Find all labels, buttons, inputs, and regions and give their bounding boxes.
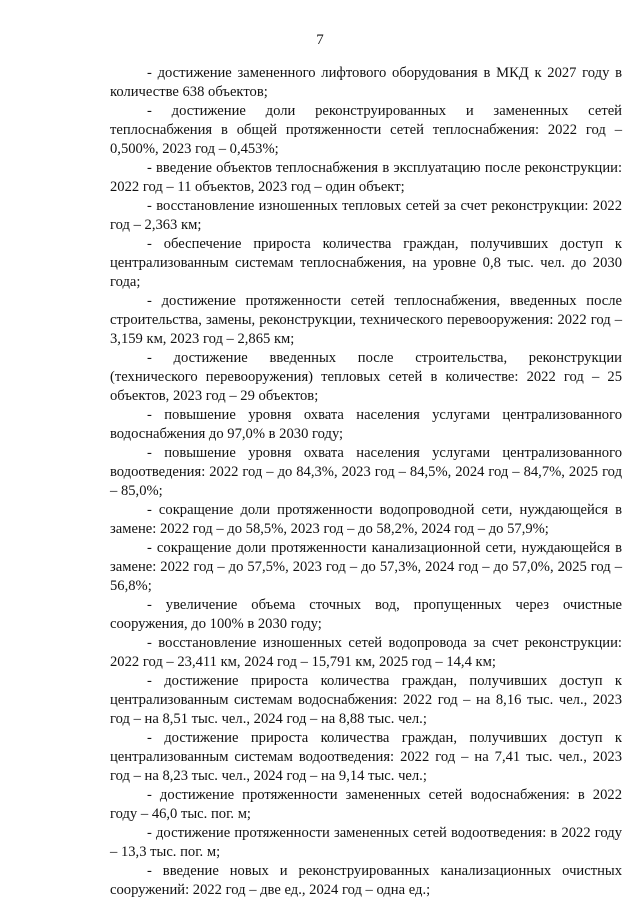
list-item: - повышение уровня охвата населения услугами централизованного водоснабжения до 97,0% в 2030 году;	[110, 407, 622, 442]
list-item: - достижение введенных после строительства, реконструкции (технического перевооружения) тепловых сетей в количестве: 2022 год – 25 объектов, 2023 год – 29 объектов;	[110, 350, 622, 404]
list-item: - введение объектов теплоснабжения в эксплуатацию после реконструкции: 2022 год – 11 объектов, 2023 год – один объект;	[110, 160, 622, 195]
list-item: - достижение замененного лифтового оборудования в МКД к 2027 году в количестве 638 объектов;	[110, 65, 622, 100]
list-item: - увеличение объема сточных вод, пропущенных через очистные сооружения, до 100% в 2030 году;	[110, 597, 622, 632]
document-body	[110, 64, 622, 900]
list-item: - обеспечение прироста количества граждан, получивших доступ к централизованным системам теплоснабжения, на уровне 0,8 тыс. чел. до 2030 года;	[110, 236, 622, 290]
list-item: - сокращение доли протяженности канализационной сети, нуждающейся в замене: 2022 год – до 57,5%, 2023 год – до 57,3%, 2024 год – до 57,0%, 2025 год – 56,8%;	[110, 540, 622, 594]
list-item: - введение новых и реконструированных канализационных очистных сооружений: 2022 год – две ед., 2024 год – одна ед.;	[110, 863, 622, 898]
list-item: - восстановление изношенных тепловых сетей за счет реконструкции: 2022 год – 2,363 км;	[110, 198, 622, 233]
list-item: - достижение протяженности замененных сетей водоснабжения: в 2022 году – 46,0 тыс. пог. м;	[110, 787, 622, 822]
list-item: - достижение прироста количества граждан, получивших доступ к централизованным системам водоснабжения: 2022 год – на 8,16 тыс. чел., 2023 год – на 8,51 тыс. чел., 2024 год – на 8,88 тыс. чел.;	[110, 673, 622, 727]
list-item: - сокращение доли протяженности водопроводной сети, нуждающейся в замене: 2022 год – до 58,5%, 2023 год – до 58,2%, 2024 год – до 57,9%;	[110, 502, 622, 537]
list-item: - повышение уровня охвата населения услугами централизованного водоотведения: 2022 год – до 84,3%, 2023 год – 84,5%, 2024 год – 84,7%, 2025 год – 85,0%;	[110, 445, 622, 499]
list-item: - восстановление изношенных сетей водопровода за счет реконструкции: 2022 год – 23,411 км, 2024 год – 15,791 км, 2025 год – 14,4 км;	[110, 635, 622, 670]
list-item: - достижение протяженности замененных сетей водоотведения: в 2022 году – 13,3 тыс. пог. м;	[110, 825, 622, 860]
page-number: 7	[316, 32, 324, 48]
list-item: - достижение доли реконструированных и замененных сетей теплоснабжения в общей протяженности сетей теплоснабжения: 2022 год – 0,500%, 2023 год – 0,453%;	[110, 103, 622, 157]
list-item: - достижение прироста количества граждан, получивших доступ к централизованным системам водоотведения: 2022 год – на 7,41 тыс. чел., 2023 год – на 8,23 тыс. чел., 2024 год – на 9,14 тыс. чел.;	[110, 730, 622, 784]
list-item: - достижение протяженности сетей теплоснабжения, введенных после строительства, замены, реконструкции, технического перевооружения: 2022 год – 3,159 км, 2023 год – 2,865 км;	[110, 293, 622, 347]
